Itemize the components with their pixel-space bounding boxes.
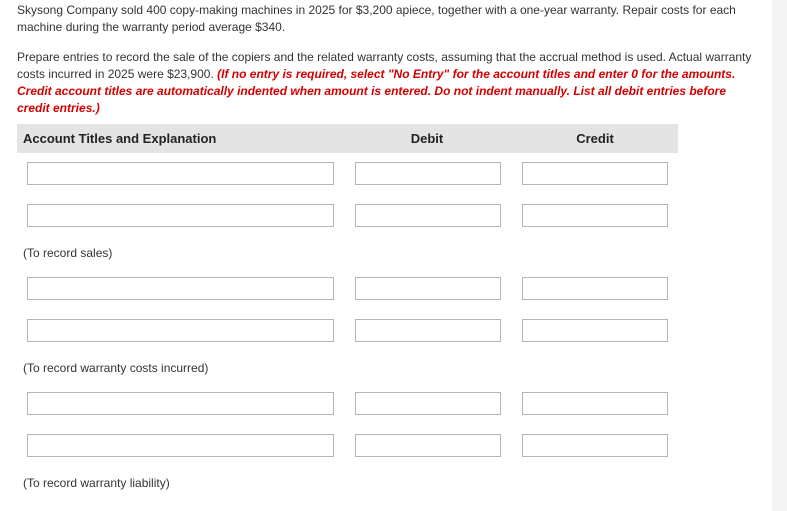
entry-2-row-2-debit-input[interactable] [355, 319, 501, 342]
entry-2-row-1-credit-input[interactable] [522, 277, 668, 300]
problem-paragraph-1: Skysong Company sold 400 copy-making machines in 2025 for $3,200 apiece, together with a one-year warranty. Repair costs for each machine during the warranty period average $340. [17, 3, 736, 34]
entry-2-row-1-account-input[interactable] [27, 277, 334, 300]
right-scroll-area [772, 0, 787, 511]
entry-3-row-1-credit-input[interactable] [522, 392, 668, 415]
entry-1-row-2-debit-input[interactable] [355, 204, 501, 227]
journal-entry-table [17, 124, 678, 490]
entry-3-row-2-debit-input[interactable] [355, 434, 501, 457]
entry-1-row-2-credit-input[interactable] [522, 204, 668, 227]
entry-2-row-2 [17, 319, 678, 343]
entry-3-row-1-debit-input[interactable] [355, 392, 501, 415]
entry-2-row-2-account-input[interactable] [27, 319, 334, 342]
entry-2-row-2-credit-input[interactable] [522, 319, 668, 342]
entry-1-note: (To record sales) [23, 246, 113, 260]
problem-instructions: (If no entry is required, select "No Entry" for the account titles and enter 0 for the amounts. Credit account titles are automatically indented when amount is entered. Do not indent manually. List all debit entries before credit entries.) [17, 67, 736, 115]
entry-2-row-1-debit-input[interactable] [355, 277, 501, 300]
entry-1-row-2 [17, 204, 678, 228]
entry-3-note: (To record warranty liability) [23, 476, 170, 490]
entry-1-row-1-credit-input[interactable] [522, 162, 668, 185]
entry-1-row-1-debit-input[interactable] [355, 162, 501, 185]
table-header [17, 124, 678, 153]
entry-1-row-2-account-input[interactable] [27, 204, 334, 227]
header-debit: Debit [410, 131, 444, 146]
entry-3-row-1 [17, 392, 678, 416]
entry-3-row-2-account-input[interactable] [27, 434, 334, 457]
entry-3-row-2-credit-input[interactable] [522, 434, 668, 457]
entry-3-row-2 [17, 434, 678, 458]
entry-2-note: (To record warranty costs incurred) [23, 361, 209, 375]
entry-1-row-1 [17, 162, 678, 186]
entry-3-row-1-account-input[interactable] [27, 392, 334, 415]
header-account-titles: Account Titles and Explanation [23, 131, 217, 146]
entry-1-row-1-account-input[interactable] [27, 162, 334, 185]
entry-2-row-1 [17, 277, 678, 301]
problem-paragraph-2 [17, 49, 762, 117]
header-credit: Credit [576, 131, 614, 146]
problem-task-text: Prepare entries to record the sale of the copiers and the related warranty costs, assuming that the accrual method is used. Actual warranty costs incurred in 2025 were $23,900. [17, 50, 752, 81]
problem-statement [17, 2, 762, 130]
